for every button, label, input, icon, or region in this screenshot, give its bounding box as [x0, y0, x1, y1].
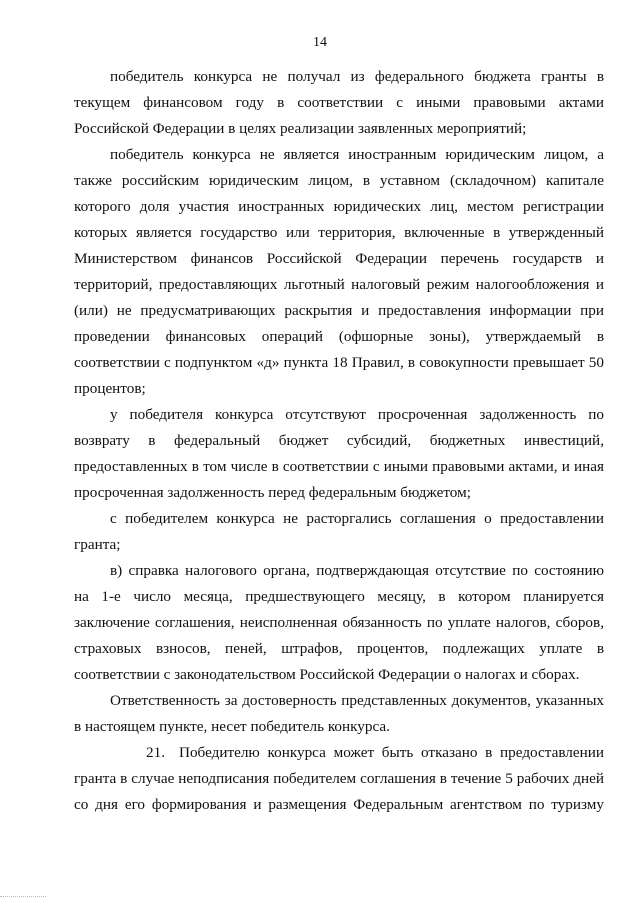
paragraph-responsibility: Ответственность за достоверность представленных документов, указанных в настоящем пункте, несет победитель конкурса.: [74, 692, 604, 735]
paragraph-21: [74, 740, 604, 818]
paragraph-number: 21.: [146, 744, 165, 761]
paragraph-tax-certificate: в) справка налогового органа, подтверждающая отсутствие по состоянию на 1-е число месяца, предшествующего месяцу, в котором планируется заключение соглашения, неисполненная обязанность по уплате налогов, сборов, страховых взносов, пеней, штрафов, процентов, подлежащих уплате в соответствии с законодательством Российской Федерации о налогах и сборах.: [74, 562, 604, 683]
scan-edge-mark: [0, 896, 46, 899]
paragraph-no-overdue-debt: у победителя конкурса отсутствуют просроченная задолженность по возврату в федеральный бюджет субсидий, бюджетных инвестиций, предоставленных в том числе в соответствии с иными правовыми актами, и иная просроченная задолженность перед федеральным бюджетом;: [74, 406, 604, 501]
paragraph-21-text: Победителю конкурса может быть отказано в предоставлении гранта в случае неподписания победителем соглашения в течение 5 рабочих дней со дня его формирования и размещения Федеральным агентством по туризму: [74, 744, 604, 813]
page-number: 14: [313, 35, 327, 50]
paragraph-no-terminated-agreements: с победителем конкурса не расторгались соглашения о предоставлении гранта;: [74, 510, 604, 553]
document-body: [74, 64, 604, 818]
paragraph-not-foreign-entity: победитель конкурса не является иностранным юридическим лицом, а также российским юридическим лицом, в уставном (складочном) капитале которого доля участия иностранных юридических лиц, местом регистрации которых является государство или территория, включенные в утвержденный Министерством финансов Российской Федерации перечень государств и территорий, предоставляющих льготный налоговый режим налогообложения и (или) не предусматривающих раскрытия и предоставления информации при проведении финансовых операций (офшорные зоны), утверждаемый в соответствии с подпунктом «д» пункта 18 Правил, в совокупности превышает 50 процентов;: [74, 146, 604, 397]
paragraph-grants-not-received: победитель конкурса не получал из федерального бюджета гранты в текущем финансовом году в соответствии с иными правовыми актами Российской Федерации в целях реализации заявленных мероприятий;: [74, 68, 604, 137]
